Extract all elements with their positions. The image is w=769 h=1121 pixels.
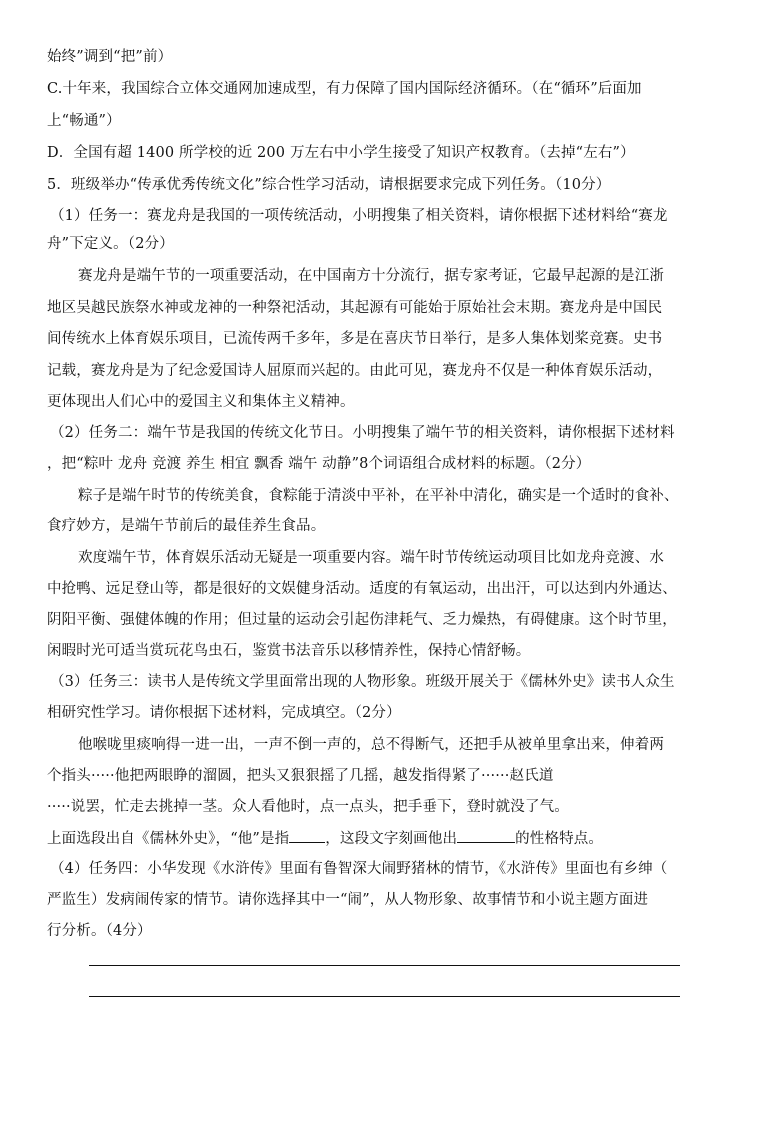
task-three-prompt: （3）任务三：读书人是传统文学里面常出现的人物形象。班级开展关于《儒林外史》读书人众生 — [50, 674, 675, 690]
material-paragraph: 地区吴越民族祭水神或龙神的一种祭祀活动，其起源有可能始于原始社会末期。赛龙舟是中国民 — [47, 300, 663, 316]
material-paragraph: 阴阳平衡、强健体魄的作用；但过量的运动会引起伤津耗气、乏力燥热，有碍健康。这个时节里， — [47, 612, 677, 628]
task-two-prompt: ，把“粽叶 龙舟 竞渡 养生 相宜 飘香 端午 动静”8个词语组合成材料的标题。（2分） — [47, 456, 591, 472]
task-one-prompt: 舟”下定义。（2分） — [47, 236, 174, 252]
excerpt-paragraph: 个指头·····他把两眼睁的溜圆，把头又狠狠摇了几摇，越发指得紧了······赵氏道 — [47, 768, 554, 784]
material-paragraph: 间传统水上体育娱乐项目，已流传两千多年，多是在喜庆节日举行，是多人集体划桨竞赛。史书 — [47, 331, 663, 347]
task-three-prompt: 相研究性学习。请你根据下述材料，完成填空。（2分） — [47, 705, 401, 721]
excerpt-paragraph: ·····说罢，忙走去挑掉一茎。众人看他时，点一点头，把手垂下，登时就没了气。 — [47, 799, 569, 815]
task-two-prompt: （2）任务二：端午节是我国的传统文化节日。小明搜集了端午节的相关资料，请你根据下述材料 — [50, 425, 675, 441]
fill-text: ，这段文字刻画他出 — [325, 831, 458, 847]
fill-in-question — [47, 828, 727, 849]
material-paragraph: 记载，赛龙舟是为了纪念爱国诗人屈原而兴起的。由此可见，赛龙舟不仅是一种体育娱乐活动， — [47, 363, 663, 379]
text-line: 始终”调到“把”前） — [47, 49, 173, 65]
material-paragraph: 欢度端午节，体育娱乐活动无疑是一项重要内容。端午时节传统运动项目比如龙舟竞渡、水 — [78, 550, 664, 566]
task-one-prompt: （1）任务一：赛龙舟是我国的一项传统活动，小明搜集了相关资料，请你根据下述材料给“赛龙 — [50, 208, 668, 224]
answer-line[interactable] — [89, 996, 680, 997]
fill-text: 的性格特点。 — [515, 831, 604, 847]
material-paragraph: 食疗妙方，是端午节前后的最佳养生食品。 — [47, 518, 326, 534]
answer-line[interactable] — [89, 965, 680, 966]
text-line: D．全国有超 1400 所学校的近 200 万左右中小学生接受了知识产权教育。（去掉“左右”） — [47, 145, 635, 161]
material-paragraph: 粽子是端午时节的传统美食，食粽能于清淡中平补，在平补中清化，确实是一个适时的食补、 — [78, 488, 679, 504]
answer-blank[interactable] — [457, 828, 515, 843]
text-line: C.十年来，我国综合立体交通网加速成型，有力保障了国内国际经济循环。（在“循环”后面加 — [47, 81, 642, 97]
material-paragraph: 更体现出人们心中的爱国主义和集体主义精神。 — [47, 394, 355, 410]
task-four-prompt: 行分析。（4分） — [47, 923, 152, 939]
question-heading: 5．班级举办“传承优秀传统文化”综合性学习活动，请根据要求完成下列任务。（10分） — [47, 177, 611, 193]
answer-blank[interactable] — [289, 828, 325, 843]
material-paragraph: 闲暇时光可适当赏玩花鸟虫石，鉴赏书法音乐以移情养性，保持心情舒畅。 — [47, 643, 531, 659]
task-four-prompt: （4）任务四：小华发现《水浒传》里面有鲁智深大闹野猪林的情节，《水浒传》里面也有乡绅（ — [50, 861, 668, 877]
text-line: 上“畅通”） — [47, 113, 121, 129]
task-four-prompt: 严监生）发病闹传家的情节。请你选择其中一“闹”，从人物形象、故事情节和小说主题方面进 — [47, 892, 649, 908]
excerpt-paragraph: 他喉咙里痰响得一进一出，一声不倒一声的，总不得断气，还把手从被单里拿出来，伸着两 — [78, 737, 664, 753]
material-paragraph: 中抢鸭、远足登山等，都是很好的文娱健身活动。适度的有氧运动，出出汗，可以达到内外通达、 — [47, 581, 677, 597]
fill-text: 上面选段出自《儒林外史》，“他”是指 — [47, 831, 290, 847]
material-paragraph: 赛龙舟是端午节的一项重要活动，在中国南方十分流行，据专家考证，它最早起源的是江浙 — [78, 268, 664, 284]
